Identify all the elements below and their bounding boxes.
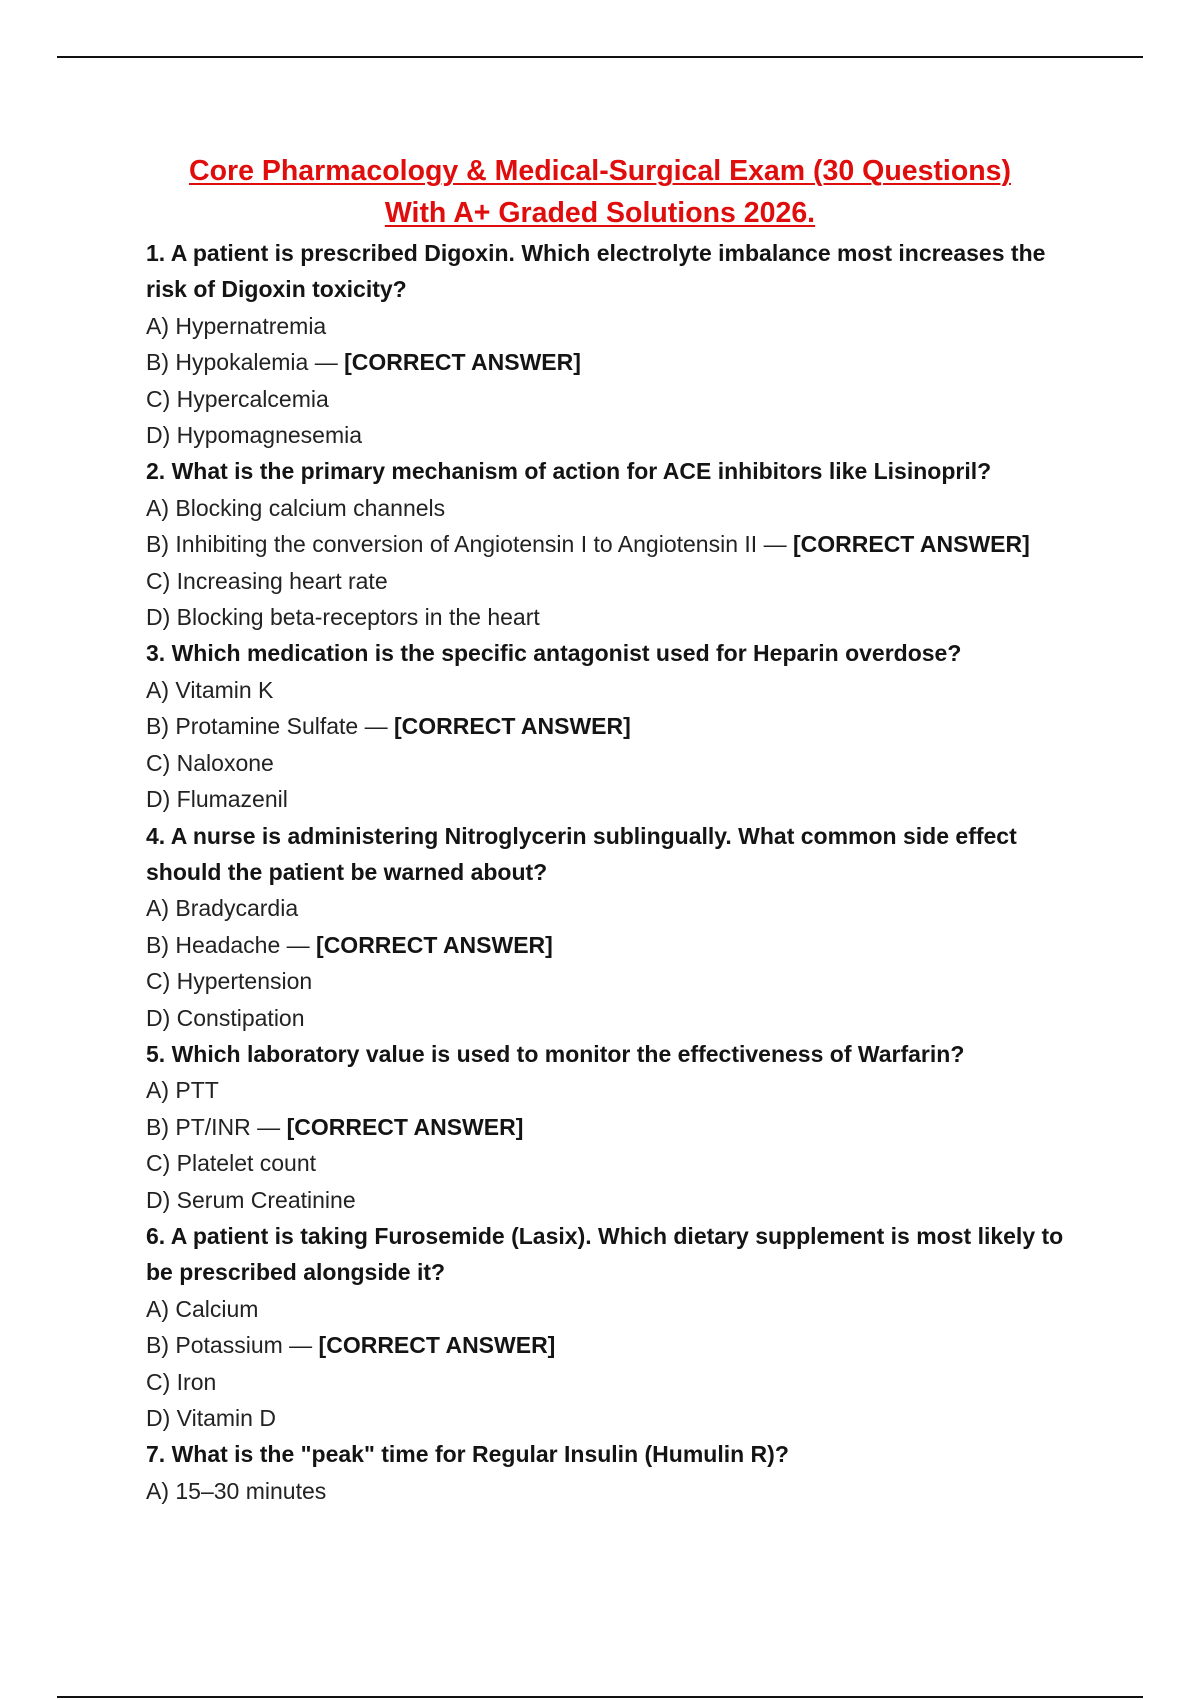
answer-option: C) Platelet count [146,1150,317,1177]
answer-option: A) Bradycardia [146,895,299,922]
answer-option-correct [146,344,1066,380]
question-block [146,635,1066,817]
answer-option-correct [146,1327,1066,1363]
answer-option: D) Constipation [146,1004,305,1031]
correct-answer-marker: [CORRECT ANSWER] [316,931,553,958]
option-label: B) Potassium — [146,1332,319,1359]
question-block [146,235,1066,453]
question-block [146,1218,1066,1436]
answer-option-correct [146,708,1066,744]
question-list [146,235,1066,1509]
answer-option: D) Hypomagnesemia [146,422,363,449]
answer-option-correct [146,1109,1066,1145]
question-block [146,1036,1066,1218]
question-text: 1. A patient is prescribed Digoxin. Which electrolyte imbalance most increases the risk of Digoxin toxicity? [146,240,1046,303]
answer-option: C) Hypercalcemia [146,385,329,412]
correct-answer-marker: [CORRECT ANSWER] [286,1113,524,1140]
answer-option: A) Blocking calcium channels [146,494,446,521]
answer-option: A) Hypernatremia [146,312,327,339]
correct-answer-marker: [CORRECT ANSWER] [394,713,631,740]
answer-option-correct [146,526,1066,562]
answer-option: C) Increasing heart rate [146,567,388,594]
bottom-divider [57,1696,1143,1698]
answer-option: A) Vitamin K [146,676,274,703]
answer-option: A) PTT [146,1077,219,1104]
answer-option-correct [146,927,1066,963]
option-label: B) PT/INR — [146,1113,287,1140]
question-block [146,818,1066,1036]
answer-option: D) Flumazenil [146,786,288,813]
page-title [60,150,1140,234]
question-text: 5. Which laboratory value is used to monitor the effectiveness of Warfarin? [146,1040,965,1067]
question-block [146,453,1066,635]
question-text: 6. A patient is taking Furosemide (Lasix). Which dietary supplement is most likely to be prescribed alongside it? [146,1222,1064,1286]
option-label: B) Inhibiting the conversion of Angiotensin I to Angiotensin II — [146,531,793,558]
correct-answer-marker: [CORRECT ANSWER] [792,531,1030,558]
correct-answer-marker: [CORRECT ANSWER] [344,349,581,376]
title-line-1: Core Pharmacology & Medical-Surgical Exam (30 Questions) [189,155,1011,187]
question-block [146,1436,1066,1509]
answer-option: C) Naloxone [146,749,274,776]
answer-option: C) Hypertension [146,968,313,995]
question-text: 7. What is the "peak" time for Regular Insulin (Humulin R)? [146,1441,789,1468]
option-label: B) Protamine Sulfate — [146,713,394,740]
answer-option: A) Calcium [146,1295,259,1322]
question-text: 4. A nurse is administering Nitroglycerin sublingually. What common side effect should the patient be warned about? [146,822,1017,885]
answer-option: A) 15–30 minutes [146,1477,327,1504]
answer-option: C) Iron [146,1368,217,1395]
correct-answer-marker: [CORRECT ANSWER] [318,1332,556,1359]
answer-option: D) Vitamin D [146,1405,276,1431]
title-line-2: With A+ Graded Solutions 2026. [384,197,816,229]
answer-option: D) Blocking beta-receptors in the heart [146,604,540,631]
option-label: B) Headache — [146,931,317,958]
question-text: 3. Which medication is the specific antagonist used for Heparin overdose? [146,640,962,667]
question-text: 2. What is the primary mechanism of action for ACE inhibitors like Lisinopril? [146,458,992,485]
answer-option: D) Serum Creatinine [146,1186,356,1213]
option-label: B) Hypokalemia — [146,349,345,376]
top-divider [57,56,1143,58]
